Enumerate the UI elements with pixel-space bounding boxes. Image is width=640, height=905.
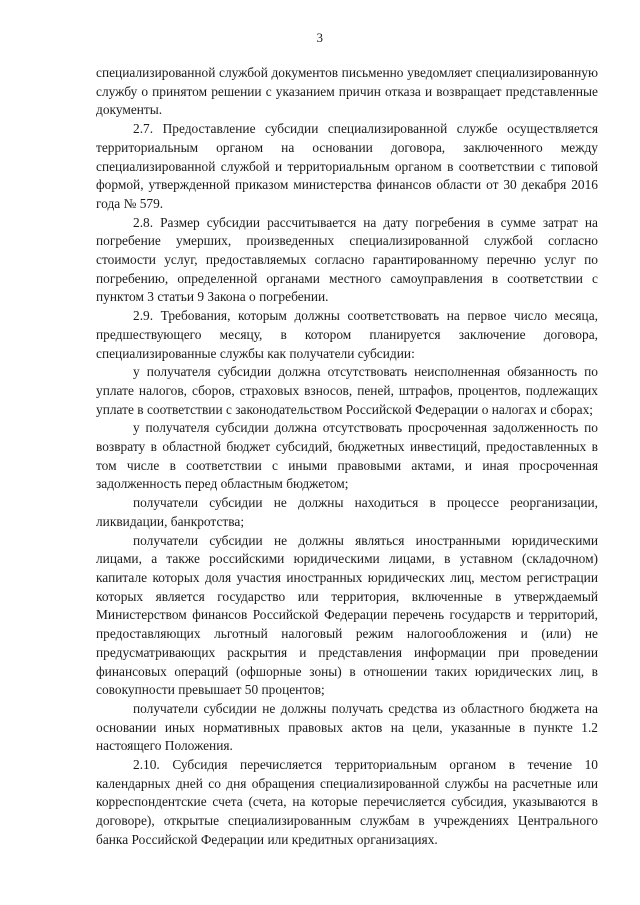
requirement-reorganization: получатели субсидии не должны находиться в процессе реорганизации, ликвидации, банкротства; (96, 495, 598, 529)
document-body (96, 64, 598, 850)
requirement-debt: у получателя субсидии должна отсутствовать просроченная задолженность по возврату в областной бюджет субсидий, бюджетных инвестиций, предоставленных в том числе в соответствии с иными правовыми актами, и иная просроченная задолженность перед областным бюджетом; (96, 420, 598, 492)
requirement-taxes: у получателя субсидии должна отсутствовать неисполненная обязанность по уплате налогов, сборов, страховых взносов, пеней, штрафов, процентов, подлежащих уплате в соответствии с законодательством Российской Федерации о налогах и сборах; (96, 364, 598, 417)
requirement-foreign-entities: получатели субсидии не должны являться иностранными юридическими лицами, а также российскими юридическими лицами, в уставном (складочном) капитале которых доля участия иностранных юридических лиц, местом регистрации которых является государство или территория, включенные в утверждаемый Министерством финансов Российской Федерации перечень государств и территорий, предоставляющих льготный налоговый режим налогообложения и (или) не предусматривающих раскрытия и представления информации при проведении финансовых операций (офшорные зоны) в отношении таких юридических лиц, в совокупности превышает 50 процентов; (96, 532, 598, 698)
page-number: 3 (316, 30, 324, 45)
requirement-other-funds: получатели субсидии не должны получать средства из областного бюджета на основании иных нормативных правовых актов на цели, указанные в пункте 1.2 настоящего Положения. (96, 700, 598, 754)
paragraph-2-7: 2.7. Предоставление субсидии специализированной службе осуществляется территориальным органом на основании договора, заключенного между специализированной службой и территориальным органом в соответствии с типовой формой, утвержденной приказом министерства финансов области от 30 декабря 2016 года № 579. (96, 121, 598, 211)
paragraph-2-10: 2.10. Субсидия перечисляется территориальным органом в течение 10 календарных дней со дня обращения специализированной службы на расчетные или корреспондентские счета (счета, на которые перечисляется субсидия, указываются в договоре), открытые специализированным службам в учреждениях Центрального банка Российской Федерации или кредитных организациях. (96, 757, 598, 847)
paragraph-2-8: 2.8. Размер субсидии рассчитывается на дату погребения в сумме затрат на погребение умерших, произведенных специализированной службой согласно стоимости услуг, предоставляемых согласно гарантированному перечню услуг по погребению, определенной органами местного самоуправления в соответствии с пунктом 3 статьи 9 Закона о погребении. (96, 214, 598, 305)
paragraph-2-9: 2.9. Требования, которым должны соответствовать на первое число месяца, предшествующего месяцу, в котором планируется заключение договора, специализированные службы как получатели субсидии: (96, 308, 598, 361)
paragraph-continuation: специализированной службой документов письменно уведомляет специализированную службу о принятом решении с указанием причин отказа и возвращает представленные документы. (96, 65, 598, 118)
